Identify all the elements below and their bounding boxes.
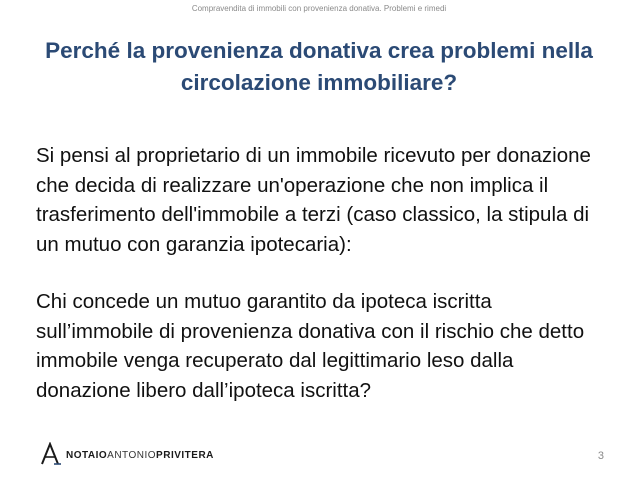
page-number: 3 [597, 450, 604, 462]
slide-title: Perché la provenienza donativa crea problemi nella circolazione immobiliare? [45, 38, 593, 95]
logo-word-notaio: NOTAIO [66, 450, 108, 461]
body-paragraph-1: Si pensi al proprietario di un immobile ricevuto per donazione che decida di realizzare un'operazione che non implica il trasferimento dell'immobile a terzi (caso classico, la stipula di un mutuo con garanzia ipotecaria): [36, 144, 591, 256]
logo-word-antonio: ANTONIO [107, 450, 157, 461]
slide-footer [0, 440, 638, 470]
letter-a-logo-icon [40, 442, 62, 466]
body-paragraph-2: Chi concede un mutuo garantito da ipoteca iscritta sull’immobile di provenienza donativa con il rischio che detto immobile venga recuperato dal legittimario leso dalla donazione libero dall’ipoteca iscritta? [36, 290, 585, 402]
logo-wordmark [66, 450, 214, 461]
logo-word-privitera: PRIVITERA [156, 450, 214, 461]
running-header: Compravendita di immobili con provenienza donativa. Problemi e rimedi [191, 4, 447, 13]
